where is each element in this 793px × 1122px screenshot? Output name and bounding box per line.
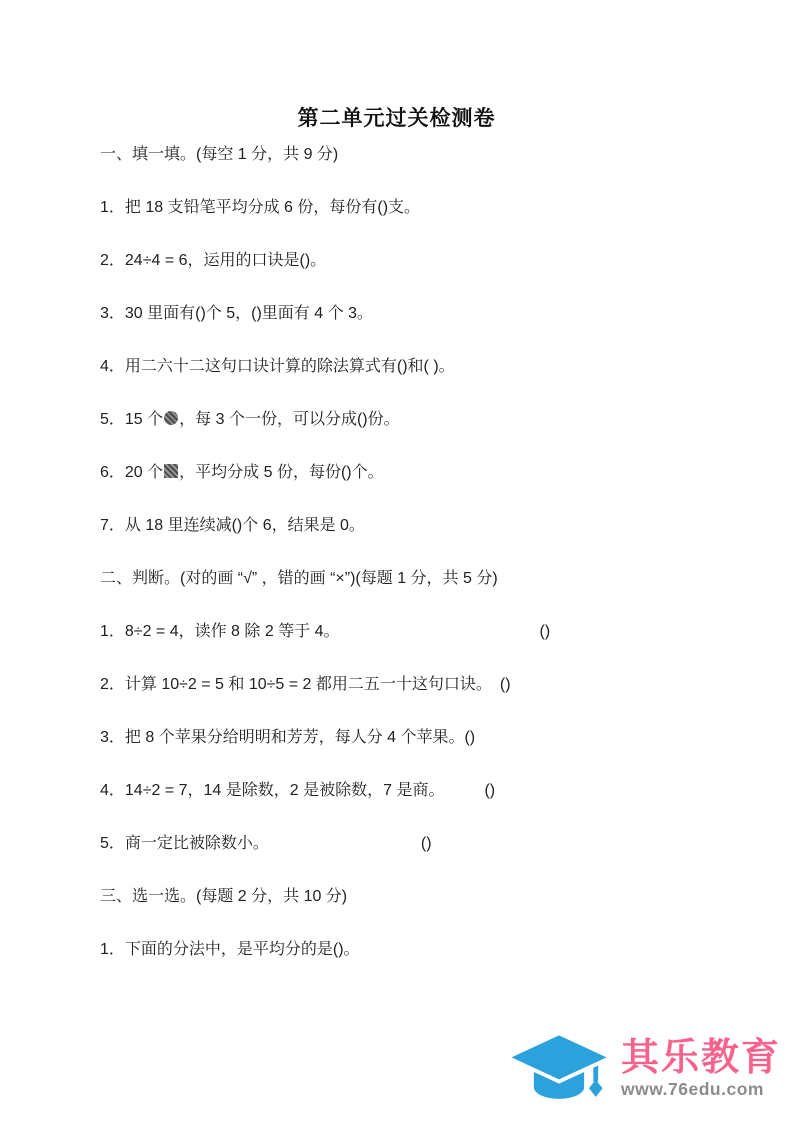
question-item: 3．30 里面有()个 5，()里面有 4 个 3。 xyxy=(100,305,373,322)
question-item: 7．从 18 里连续减()个 6，结果是 0。 xyxy=(100,517,365,534)
question-item xyxy=(100,407,693,432)
question-item: 5．商一定比被除数小。 () xyxy=(100,835,432,852)
page-title: 第二单元过关检测卷 xyxy=(297,107,496,130)
question-item: 2．计算 10÷2 = 5 和 10÷5 = 2 都用二五一十这句口诀。 () xyxy=(100,676,511,693)
section-3-heading: 三、选一选。(每题 2 分，共 10 分) xyxy=(100,888,348,905)
question-text: 6．20 个 xyxy=(100,464,164,481)
question-item xyxy=(100,460,693,485)
textured-square-icon xyxy=(164,464,178,478)
question-item: 1．下面的分法中，是平均分的是()。 xyxy=(100,941,360,958)
question-item: 3．把 8 个苹果分给明明和芳芳，每人分 4 个苹果。() xyxy=(100,729,476,746)
question-text: 5．15 个 xyxy=(100,411,164,428)
section-1-heading: 一、填一填。(每空 1 分，共 9 分) xyxy=(100,146,339,163)
question-item: 1．8÷2 = 4，读作 8 除 2 等于 4。 () xyxy=(100,623,551,640)
question-item: 4．14÷2 = 7，14 是除数，2 是被除数，7 是商。 () xyxy=(100,782,496,799)
section-2-heading: 二、判断。(对的画 “√” ，错的画 “×”)(每题 1 分，共 5 分) xyxy=(100,570,498,587)
brand-website: www.76edu.com xyxy=(620,1078,764,1099)
question-item: 1．把 18 支铅笔平均分成 6 份，每份有()支。 xyxy=(100,199,421,216)
brand-text-block xyxy=(621,1038,781,1099)
graduation-cap-icon xyxy=(501,1029,617,1107)
question-item: 4．用二六十二这句口诀计算的除法算式有()和( )。 xyxy=(100,358,455,375)
textured-circle-icon xyxy=(164,411,178,425)
question-text: ，平均分成 5 份，每份()个。 xyxy=(179,464,384,481)
question-item: 2．24÷4 = 6，运用的口诀是()。 xyxy=(100,252,327,269)
question-text: ，每 3 个一份，可以分成()份。 xyxy=(179,411,400,428)
brand-logo xyxy=(501,1029,781,1107)
brand-name: 其乐教育 xyxy=(620,1036,781,1079)
